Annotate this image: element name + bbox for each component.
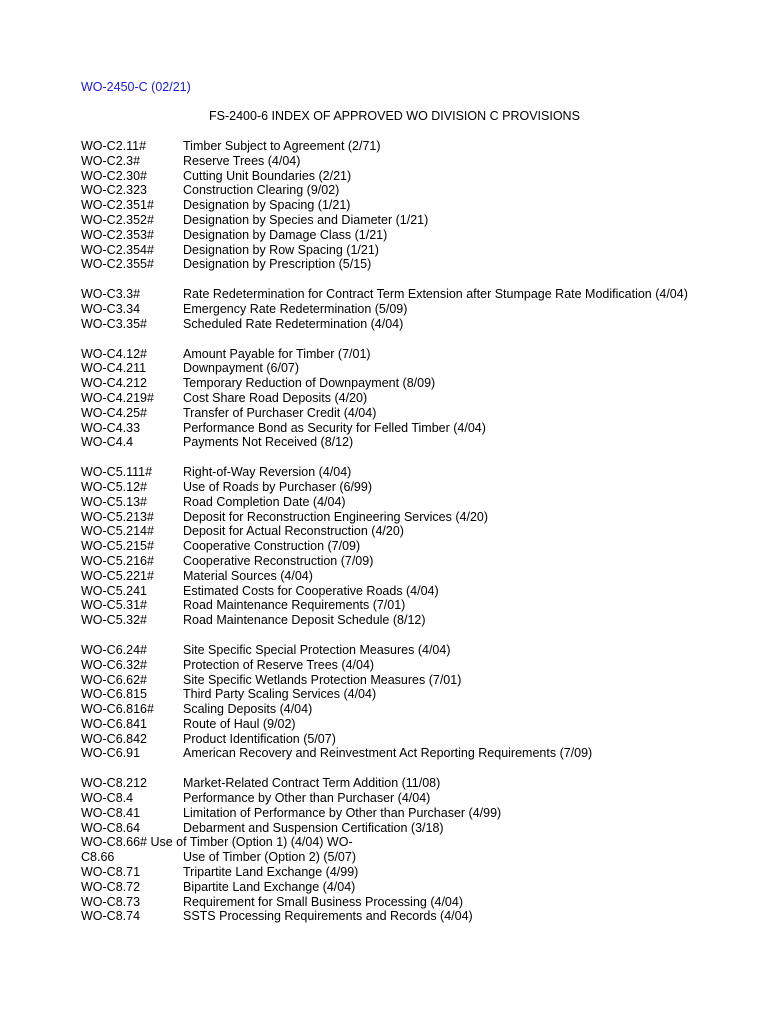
- provisions-index: [81, 139, 741, 939]
- provision-code: WO-C5.13#: [81, 494, 147, 509]
- provision-row: [81, 421, 741, 436]
- provision-row: [81, 510, 741, 525]
- provision-row: [81, 213, 741, 228]
- provision-code: WO-C5.213#: [81, 509, 154, 524]
- provision-description: Third Party Scaling Services (4/04): [183, 687, 377, 702]
- page-title: FS-2400-6 INDEX OF APPROVED WO DIVISION C PROVISIONS: [209, 109, 580, 123]
- provision-code: WO-C6.841: [81, 716, 147, 731]
- provision-description: Deposit for Actual Reconstruction (4/20): [183, 524, 404, 539]
- provision-section: [81, 643, 741, 761]
- provision-row: [81, 317, 741, 332]
- provision-description: Cost Share Road Deposits (4/20): [183, 390, 368, 405]
- provision-row: [81, 391, 741, 406]
- provision-description: Site Specific Wetlands Protection Measures (7/01): [183, 672, 462, 687]
- provision-row: [81, 480, 741, 495]
- provision-code: WO-C2.354#: [81, 242, 154, 257]
- provision-code: WO-C5.215#: [81, 539, 154, 554]
- provision-description: Market-Related Contract Term Addition (11/08): [183, 776, 441, 791]
- provision-code: WO-C4.33: [81, 420, 141, 435]
- provision-description: Estimated Costs for Cooperative Roads (4/04): [183, 583, 439, 598]
- provision-description: Emergency Rate Redetermination (5/09): [183, 301, 408, 316]
- provision-row: [81, 865, 741, 880]
- provision-code: WO-C5.214#: [81, 524, 154, 539]
- provision-code: WO-C5.221#: [81, 568, 154, 583]
- provision-code: WO-C3.35#: [81, 316, 147, 331]
- provision-row: [81, 806, 741, 821]
- provision-description: Route of Haul (9/02): [183, 716, 296, 731]
- provision-description: Downpayment (6/07): [183, 361, 300, 376]
- provision-code: WO-C6.816#: [81, 702, 154, 717]
- provision-description: Performance Bond as Security for Felled Timber (4/04): [183, 420, 486, 435]
- provision-code: WO-C2.352#: [81, 212, 154, 227]
- provision-code: C8.66: [81, 850, 115, 865]
- provision-description: Rate Redetermination for Contract Term Extension after Stumpage Rate Modification (4/04): [183, 287, 688, 302]
- provision-row: [81, 435, 741, 450]
- provision-code: WO-C4.12#: [81, 346, 147, 361]
- provision-description: SSTS Processing Requirements and Records (4/04): [183, 909, 473, 924]
- provision-description: Road Completion Date (4/04): [183, 494, 346, 509]
- provision-row: [81, 198, 741, 213]
- provision-description: Protection of Reserve Trees (4/04): [183, 657, 375, 672]
- provision-row: [81, 139, 741, 154]
- provision-section: [81, 287, 741, 331]
- provision-code: WO-C2.11#: [81, 139, 147, 153]
- provision-row: [81, 569, 741, 584]
- provision-description: Amount Payable for Timber (7/01): [183, 346, 371, 361]
- provision-description: Road Maintenance Deposit Schedule (8/12): [183, 613, 426, 628]
- provision-row: [81, 465, 741, 480]
- provision-row: [81, 673, 741, 688]
- provision-description: Requirement for Small Business Processing (4/04): [183, 894, 463, 909]
- provision-description: Designation by Damage Class (1/21): [183, 227, 388, 242]
- provision-row: [81, 183, 741, 198]
- provision-description: Limitation of Performance by Other than Purchaser (4/99): [183, 805, 502, 820]
- provision-code: WO-C6.815: [81, 687, 147, 702]
- provision-description: Right-of-Way Reversion (4/04): [183, 465, 352, 480]
- provision-row: [81, 776, 741, 791]
- provision-description: Site Specific Special Protection Measures (4/04): [183, 642, 451, 657]
- provision-code: WO-C3.34: [81, 301, 141, 316]
- provision-row: [81, 702, 741, 717]
- provision-row: [81, 895, 741, 910]
- provision-description: Use of Timber (Option 2) (5/07): [183, 850, 356, 865]
- provision-code: WO-C4.4: [81, 435, 134, 450]
- provision-row: [81, 613, 741, 628]
- provision-row: [81, 154, 741, 169]
- provision-code: WO-C5.111#: [81, 465, 153, 480]
- provision-description: Product Identification (5/07): [183, 731, 336, 746]
- provision-row: [81, 598, 741, 613]
- provision-code: WO-C8.64: [81, 820, 141, 835]
- provision-description: Debarment and Suspension Certification (3/18): [183, 820, 444, 835]
- provision-description: Cutting Unit Boundaries (2/21): [183, 168, 352, 183]
- provision-row: [81, 643, 741, 658]
- provision-row: [81, 495, 741, 510]
- provision-description: Temporary Reduction of Downpayment (8/09): [183, 376, 436, 391]
- provision-row: [81, 169, 741, 184]
- provision-description: Designation by Species and Diameter (1/21): [183, 212, 429, 227]
- provision-code: WO-C8.71: [81, 865, 141, 880]
- provision-description: Scheduled Rate Redetermination (4/04): [183, 316, 404, 331]
- provision-row: [81, 287, 741, 302]
- provision-row: [81, 554, 741, 569]
- provision-description: Scaling Deposits (4/04): [183, 702, 313, 717]
- provision-code: WO-C6.91: [81, 746, 141, 761]
- provision-row: [81, 909, 741, 924]
- provision-description: Transfer of Purchaser Credit (4/04): [183, 405, 377, 420]
- provision-description: Road Maintenance Requirements (7/01): [183, 598, 406, 613]
- provision-code: WO-C5.32#: [81, 613, 147, 628]
- provision-description: Timber Subject to Agreement (2/71): [183, 139, 381, 153]
- provision-row: [81, 717, 741, 732]
- provision-section: [81, 776, 741, 924]
- provision-description: Tripartite Land Exchange (4/99): [183, 865, 359, 880]
- provision-row: [81, 228, 741, 243]
- provision-code: WO-C8.72: [81, 879, 141, 894]
- provision-description: Payments Not Received (8/12): [183, 435, 354, 450]
- provision-code: WO-C5.216#: [81, 553, 154, 568]
- provision-row: [81, 850, 741, 865]
- provision-code: WO-C5.31#: [81, 598, 147, 613]
- provision-description: Designation by Row Spacing (1/21): [183, 242, 379, 257]
- provision-code: WO-C3.3#: [81, 287, 141, 302]
- provision-description: Deposit for Reconstruction Engineering Services (4/20): [183, 509, 489, 524]
- provision-code: WO-C4.25#: [81, 405, 147, 420]
- provision-description: Reserve Trees (4/04): [183, 153, 301, 168]
- provision-code: WO-C6.62#: [81, 672, 147, 687]
- provision-code: WO-C2.3#: [81, 153, 141, 168]
- form-id: WO-2450-C (02/21): [81, 80, 191, 94]
- provision-row: [81, 821, 741, 836]
- provision-row: [81, 539, 741, 554]
- provision-code: WO-C6.24#: [81, 642, 147, 657]
- provision-row: [81, 257, 741, 272]
- provision-code: WO-C4.219#: [81, 390, 154, 405]
- provision-code: WO-C4.212: [81, 376, 147, 391]
- provision-row: [81, 658, 741, 673]
- provision-description: Material Sources (4/04): [183, 568, 313, 583]
- provision-code: WO-C8.41: [81, 805, 141, 820]
- provision-row: [81, 302, 741, 317]
- provision-code: WO-C2.351#: [81, 198, 154, 213]
- provision-row: [81, 746, 741, 761]
- provision-row: [81, 687, 741, 702]
- provision-code: WO-C2.355#: [81, 257, 154, 272]
- provision-row-wrapped: WO-C8.66# Use of Timber (Option 1) (4/04) WO-: [81, 835, 353, 850]
- provision-code: WO-C4.211: [81, 361, 147, 376]
- provision-code: WO-C2.323: [81, 183, 147, 198]
- provision-description: Use of Roads by Purchaser (6/99): [183, 479, 372, 494]
- provision-description: Designation by Prescription (5/15): [183, 257, 372, 272]
- provision-code: WO-C5.241: [81, 583, 147, 598]
- provision-row: [81, 243, 741, 258]
- provision-row: [81, 524, 741, 539]
- provision-code: WO-C2.30#: [81, 168, 147, 183]
- provision-section: [81, 347, 741, 451]
- provision-description: Performance by Other than Purchaser (4/04): [183, 791, 431, 806]
- provision-code: WO-C8.74: [81, 909, 141, 924]
- provision-description: Bipartite Land Exchange (4/04): [183, 879, 356, 894]
- provision-row: [81, 732, 741, 747]
- provision-row: [81, 880, 741, 895]
- provision-code: WO-C6.842: [81, 731, 147, 746]
- provision-description: Cooperative Reconstruction (7/09): [183, 553, 374, 568]
- provision-code: WO-C8.73: [81, 894, 141, 909]
- provision-row: [81, 376, 741, 391]
- provision-code: WO-C8.4: [81, 791, 134, 806]
- provision-description: Designation by Spacing (1/21): [183, 198, 351, 213]
- provision-row: [81, 361, 741, 376]
- provision-description: Construction Clearing (9/02): [183, 183, 340, 198]
- provision-code: WO-C2.353#: [81, 227, 154, 242]
- provision-description: American Recovery and Reinvestment Act Reporting Requirements (7/09): [183, 746, 593, 761]
- provision-row: [81, 791, 741, 806]
- provision-row: [81, 406, 741, 421]
- provision-section: [81, 465, 741, 628]
- provision-section: [81, 139, 741, 272]
- provision-row: [81, 347, 741, 362]
- provision-code: WO-C6.32#: [81, 657, 147, 672]
- provision-code: WO-C5.12#: [81, 479, 147, 494]
- provision-code: WO-C8.212: [81, 776, 147, 791]
- provision-row: [81, 584, 741, 599]
- provision-description: Cooperative Construction (7/09): [183, 539, 361, 554]
